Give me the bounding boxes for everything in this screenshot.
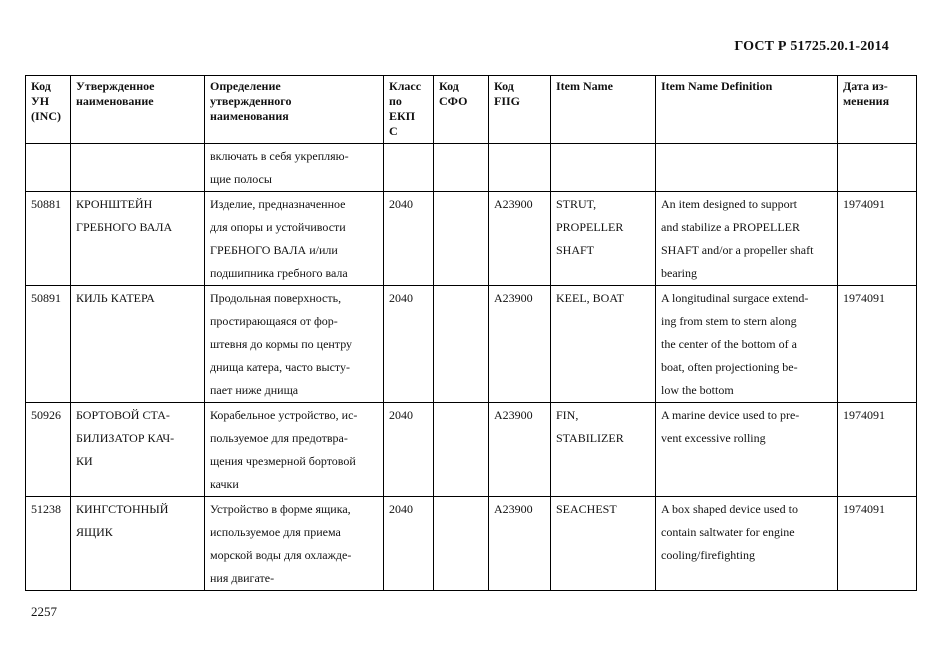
cell-sfo — [434, 192, 489, 286]
cell-line: SHAFT and/or a propeller shaft — [661, 243, 814, 257]
cell-code: 50926 — [26, 403, 71, 497]
cell-definition — [205, 286, 384, 403]
cell-item-definition — [656, 286, 838, 403]
document-standard-header: ГОСТ Р 51725.20.1-2014 — [734, 39, 889, 54]
cell-definition — [205, 192, 384, 286]
cell-sfo — [434, 403, 489, 497]
column-header-line: утвержденного — [210, 94, 292, 108]
table-row — [26, 144, 917, 192]
cell-line: SEACHEST — [556, 502, 617, 516]
cell-fiig: A23900 — [489, 497, 551, 591]
column-header-line: Item Name — [556, 79, 613, 93]
specification-table — [25, 75, 917, 591]
cell-date: 1974091 — [838, 286, 917, 403]
cell-item-name — [551, 497, 656, 591]
column-header-line: Класс — [389, 79, 422, 93]
column-header-line: СФО — [439, 94, 468, 108]
cell-line: FIN, — [556, 408, 579, 422]
cell-line: A box shaped device used to — [661, 502, 798, 516]
cell-line: пает ниже днища — [210, 383, 299, 397]
cell-fiig: A23900 — [489, 192, 551, 286]
column-header-line: наименования — [210, 109, 289, 123]
cell-item-name — [551, 192, 656, 286]
column-header-fiig — [489, 76, 551, 144]
table-row — [26, 497, 917, 591]
column-header-line: Код — [494, 79, 514, 93]
column-header-date — [838, 76, 917, 144]
cell-definition — [205, 144, 384, 192]
cell-definition — [205, 497, 384, 591]
cell-line: морской воды для охлажде- — [210, 548, 352, 562]
column-header-line: Дата из- — [843, 79, 888, 93]
cell-fiig: A23900 — [489, 286, 551, 403]
cell-line: Корабельное устройство, ис- — [210, 408, 358, 422]
cell-line: A marine device used to pre- — [661, 408, 800, 422]
cell-line: щения чрезмерной бортовой — [210, 454, 356, 468]
cell-item-definition — [656, 403, 838, 497]
cell-line: STRUT, — [556, 197, 597, 211]
cell-line: ЯЩИК — [76, 525, 113, 539]
cell-line: vent excessive rolling — [661, 431, 766, 445]
cell-fiig — [489, 144, 551, 192]
cell-code — [26, 144, 71, 192]
cell-item-name — [551, 286, 656, 403]
cell-line: An item designed to support — [661, 197, 797, 211]
cell-item-definition — [656, 144, 838, 192]
cell-line: Продольная поверхность, — [210, 291, 342, 305]
column-header-line: УН — [31, 94, 50, 108]
cell-line: PROPELLER — [556, 220, 624, 234]
cell-line: включать в себя укрепляю- — [210, 149, 349, 163]
cell-line: БИЛИЗАТОР КАЧ- — [76, 431, 175, 445]
column-header-line: Код — [31, 79, 51, 93]
cell-line: the center of the bottom of a — [661, 337, 797, 351]
cell-code: 50881 — [26, 192, 71, 286]
column-header-line: Код — [439, 79, 459, 93]
column-header-line: менения — [843, 94, 890, 108]
cell-line: используемое для приема — [210, 525, 341, 539]
cell-line: простирающаяся от фор- — [210, 314, 338, 328]
table-row — [26, 192, 917, 286]
cell-line: штевня до кормы по центру — [210, 337, 353, 351]
column-header-item-name — [551, 76, 656, 144]
table-row — [26, 403, 917, 497]
cell-class: 2040 — [384, 497, 434, 591]
cell-line: A longitudinal surgace extend- — [661, 291, 809, 305]
cell-line: contain saltwater for engine — [661, 525, 795, 539]
cell-line: boat, often projectioning be- — [661, 360, 798, 374]
column-header-sfo — [434, 76, 489, 144]
cell-name — [71, 144, 205, 192]
column-header-line: Item Name Definition — [661, 79, 773, 93]
cell-name — [71, 286, 205, 403]
cell-line: Изделие, предназначенное — [210, 197, 346, 211]
cell-fiig: A23900 — [489, 403, 551, 497]
column-header-line: FIIG — [494, 94, 521, 108]
cell-line: подшипника гребного вала — [210, 266, 348, 280]
cell-line: ing from stem to stern along — [661, 314, 797, 328]
cell-line: днища катера, часто высту- — [210, 360, 350, 374]
cell-line: пользуемое для предотвра- — [210, 431, 348, 445]
cell-item-definition — [656, 192, 838, 286]
cell-line: bearing — [661, 266, 697, 280]
column-header-line: наименование — [76, 94, 154, 108]
cell-sfo — [434, 497, 489, 591]
column-header-name — [71, 76, 205, 144]
cell-item-name — [551, 144, 656, 192]
cell-definition — [205, 403, 384, 497]
cell-line: and stabilize a PROPELLER — [661, 220, 800, 234]
cell-sfo — [434, 144, 489, 192]
table-body — [26, 144, 917, 591]
cell-class: 2040 — [384, 286, 434, 403]
table-row — [26, 286, 917, 403]
cell-item-name — [551, 403, 656, 497]
cell-line: ГРЕБНОГО ВАЛА и/или — [210, 243, 338, 257]
column-header-line: (INC) — [31, 109, 61, 123]
cell-line: cooling/firefighting — [661, 548, 755, 562]
cell-sfo — [434, 286, 489, 403]
cell-line: SHAFT — [556, 243, 595, 257]
cell-class: 2040 — [384, 192, 434, 286]
cell-line: БОРТОВОЙ СТА- — [76, 408, 170, 422]
cell-date: 1974091 — [838, 497, 917, 591]
cell-code: 50891 — [26, 286, 71, 403]
column-header-definition — [205, 76, 384, 144]
cell-line: КРОНШТЕЙН — [76, 197, 153, 211]
column-header-class — [384, 76, 434, 144]
column-header-code — [26, 76, 71, 144]
cell-line: КИ — [76, 454, 93, 468]
cell-date — [838, 144, 917, 192]
cell-date: 1974091 — [838, 403, 917, 497]
cell-line: Устройство в форме ящика, — [210, 502, 351, 516]
cell-line: для опоры и устойчивости — [210, 220, 346, 234]
cell-class: 2040 — [384, 403, 434, 497]
cell-name — [71, 403, 205, 497]
table-header-row — [26, 76, 917, 144]
cell-line: low the bottom — [661, 383, 734, 397]
column-header-line: ЕКП — [389, 109, 416, 123]
cell-line: качки — [210, 477, 239, 491]
cell-line: ния двигате- — [210, 571, 275, 585]
column-header-line: С — [389, 124, 398, 138]
column-header-item-definition — [656, 76, 838, 144]
cell-code: 51238 — [26, 497, 71, 591]
cell-line: STABILIZER — [556, 431, 624, 445]
column-header-line: Определение — [210, 79, 281, 93]
cell-class — [384, 144, 434, 192]
cell-line: КИНГСТОННЫЙ — [76, 502, 169, 516]
page-number: 2257 — [31, 604, 57, 619]
column-header-line: по — [389, 94, 402, 108]
cell-line: ГРЕБНОГО ВАЛА — [76, 220, 173, 234]
cell-line: KEEL, BOAT — [556, 291, 624, 305]
cell-item-definition — [656, 497, 838, 591]
column-header-line: Утвержденное — [76, 79, 155, 93]
cell-name — [71, 497, 205, 591]
cell-name — [71, 192, 205, 286]
cell-line: щие полосы — [210, 172, 272, 186]
cell-date: 1974091 — [838, 192, 917, 286]
cell-line: КИЛЬ КАТЕРА — [76, 291, 155, 305]
